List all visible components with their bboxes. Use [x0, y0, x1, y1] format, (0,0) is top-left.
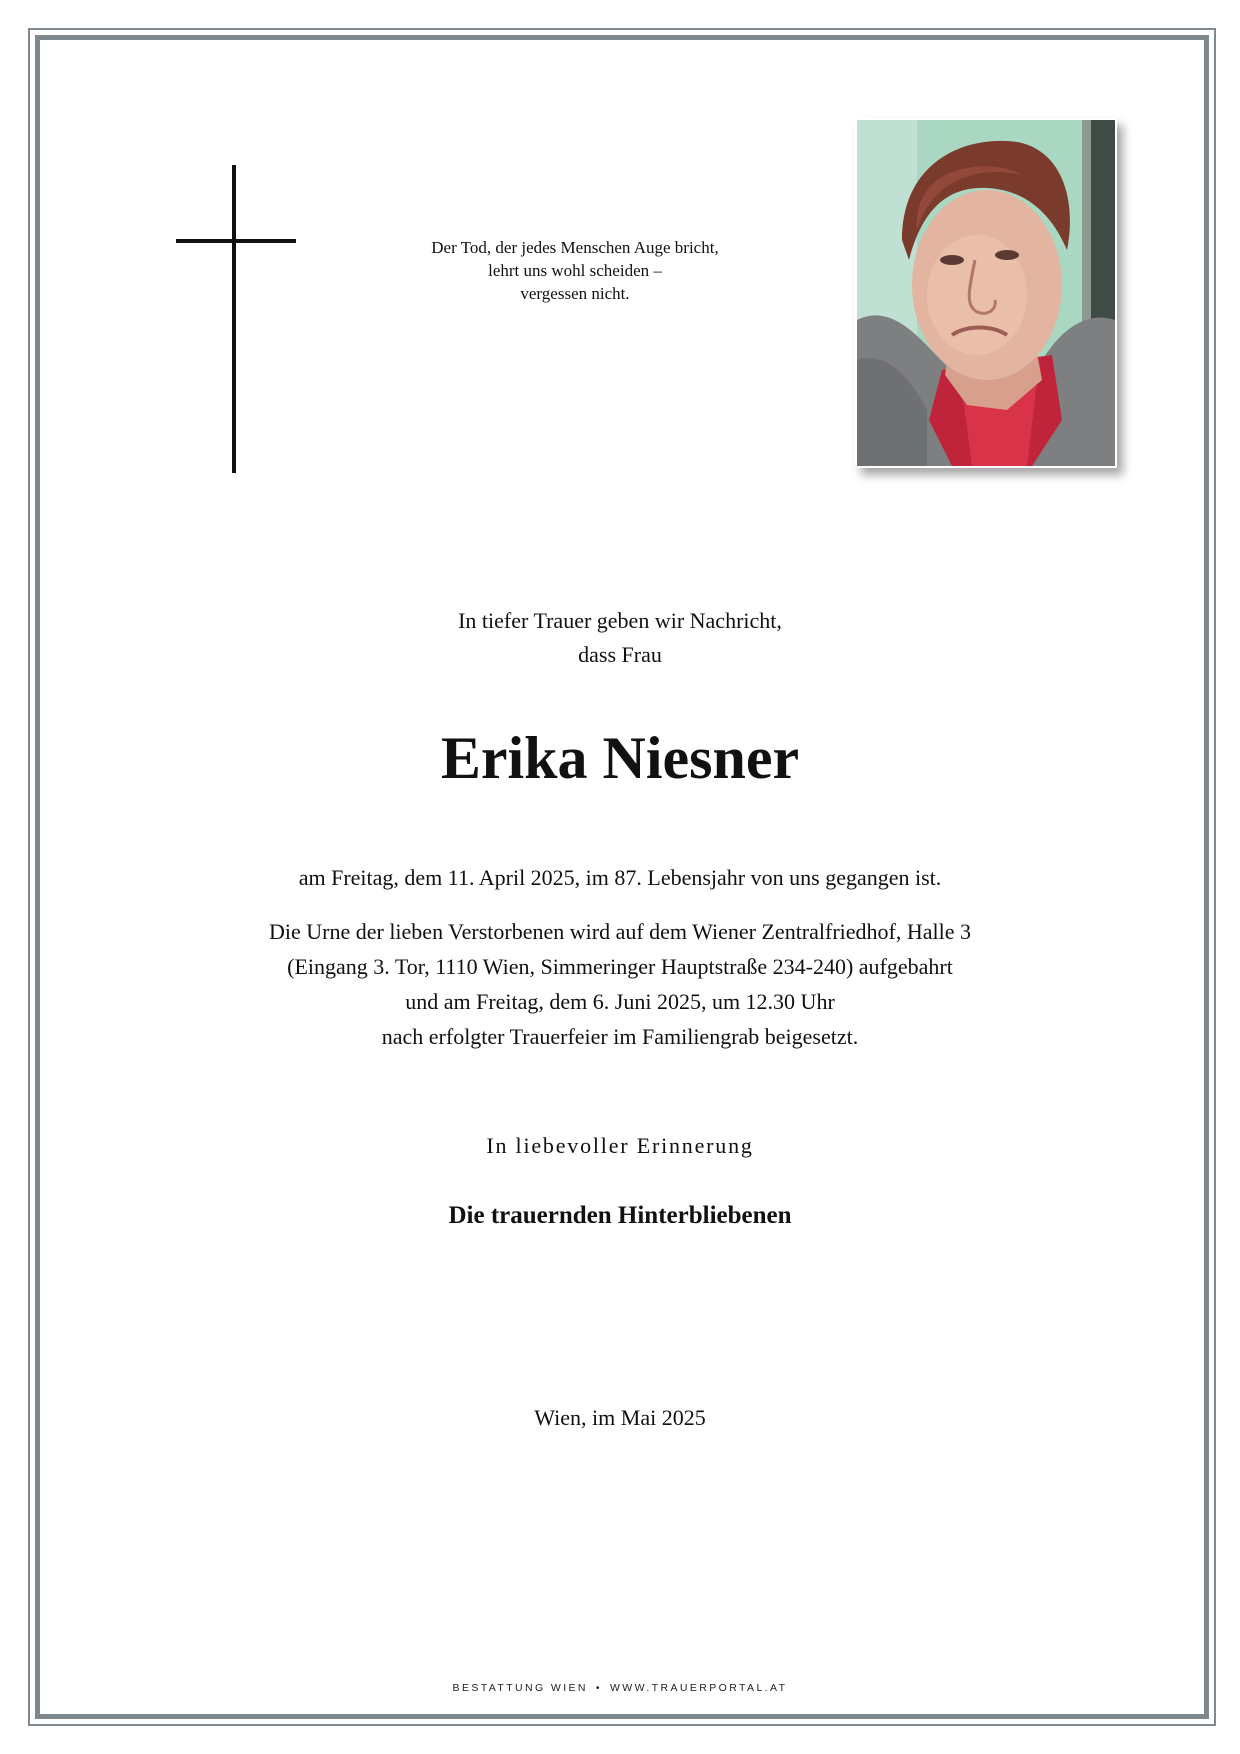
cross-horizontal-bar	[176, 239, 296, 243]
motto-line: Der Tod, der jedes Menschen Auge bricht,	[431, 238, 719, 257]
footer-credit	[220, 1682, 1020, 1694]
lead-line: dass Frau	[578, 642, 662, 667]
deceased-name: Erika Niesner	[440, 725, 800, 791]
funeral-details	[120, 914, 1120, 1054]
date-of-death-line: am Freitag, dem 11. April 2025, im 87. Lebensjahr von uns gegangen ist.	[298, 865, 942, 890]
motto-verse	[380, 236, 770, 305]
remembrance-line: In liebevoller Erinnerung	[486, 1133, 754, 1158]
mourners-signature: Die trauernden Hinterbliebenen	[448, 1202, 792, 1229]
cross-icon	[176, 165, 296, 473]
details-line: (Eingang 3. Tor, 1110 Wien, Simmeringer Hauptstraße 234-240) aufgebahrt	[287, 954, 953, 979]
details-line: Die Urne der lieben Verstorbenen wird auf dem Wiener Zentralfriedhof, Halle 3	[268, 919, 972, 944]
place-and-date: Wien, im Mai 2025	[534, 1405, 706, 1430]
portrait-photo	[855, 118, 1117, 468]
details-line: nach erfolgter Trauerfeier im Familiengrab beigesetzt.	[381, 1024, 859, 1049]
motto-line: lehrt uns wohl scheiden –	[488, 261, 662, 280]
portrait-image	[857, 120, 1115, 466]
motto-line: vergessen nicht.	[520, 284, 630, 303]
cross-vertical-bar	[232, 165, 236, 473]
announcement-lead	[220, 604, 1020, 672]
footer-website-link[interactable]: WWW.TRAUERPORTAL.AT	[610, 1682, 788, 1694]
details-line: und am Freitag, dem 6. Juni 2025, um 12.30 Uhr	[405, 989, 835, 1014]
lead-line: In tiefer Trauer geben wir Nachricht,	[458, 608, 782, 633]
footer-separator: •	[595, 1682, 602, 1694]
footer-publisher: BESTATTUNG WIEN	[452, 1682, 588, 1694]
